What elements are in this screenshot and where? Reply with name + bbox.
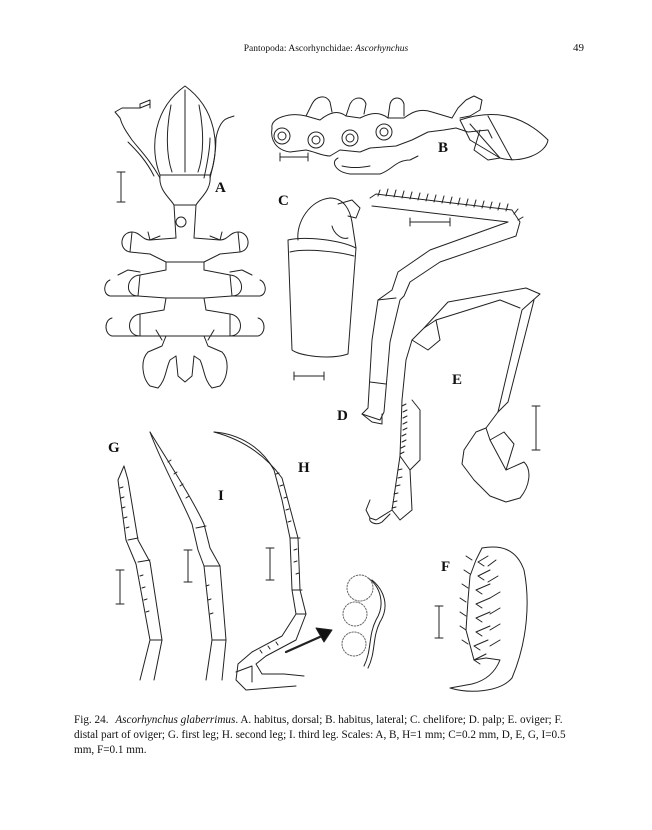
drawing-oviger	[366, 288, 540, 524]
panel-label-b: B	[438, 140, 449, 156]
panel-label-g: G	[108, 440, 120, 456]
drawing-palp	[362, 189, 523, 424]
caption-figure-label: Fig. 24.	[74, 714, 109, 726]
drawing-habitus-lateral	[272, 96, 548, 174]
panel-label-a: A	[215, 180, 226, 196]
panel-label-e: E	[452, 372, 463, 388]
drawing-egg-detail	[342, 575, 385, 668]
panel-label-c: C	[278, 193, 289, 209]
panel-label-d: D	[337, 408, 348, 424]
drawing-first-leg	[118, 466, 162, 680]
drawing-oviger-distal	[450, 547, 527, 691]
caption-text: . A. habitus, dorsal; B. habitus, lateral; C. chelifore; D. palp; E. oviger; F. distal part of oviger; G. first leg; H. second leg; I. third leg. Scales: A, B, H=1 mm; C=0.2 mm, D, E, G, I=0.5 mm, F=0.1 mm.	[74, 714, 566, 756]
drawing-second-leg	[214, 432, 306, 690]
scale-bars	[116, 153, 540, 638]
figure-caption	[74, 713, 582, 758]
caption-species-name: Ascorhynchus glaberrimus	[115, 714, 236, 726]
panel-label-f: F	[441, 559, 451, 575]
running-header-genus: Ascorhynchus	[355, 44, 409, 54]
drawing-chelifore	[288, 198, 360, 357]
arrow-icon	[286, 628, 332, 652]
drawing-habitus-dorsal	[105, 86, 266, 388]
panel-label-h: H	[298, 460, 310, 476]
panel-label-i: I	[218, 488, 224, 504]
page-number: 49	[573, 42, 584, 54]
running-header-text: Pantopoda: Ascorhynchidae:	[243, 44, 356, 54]
